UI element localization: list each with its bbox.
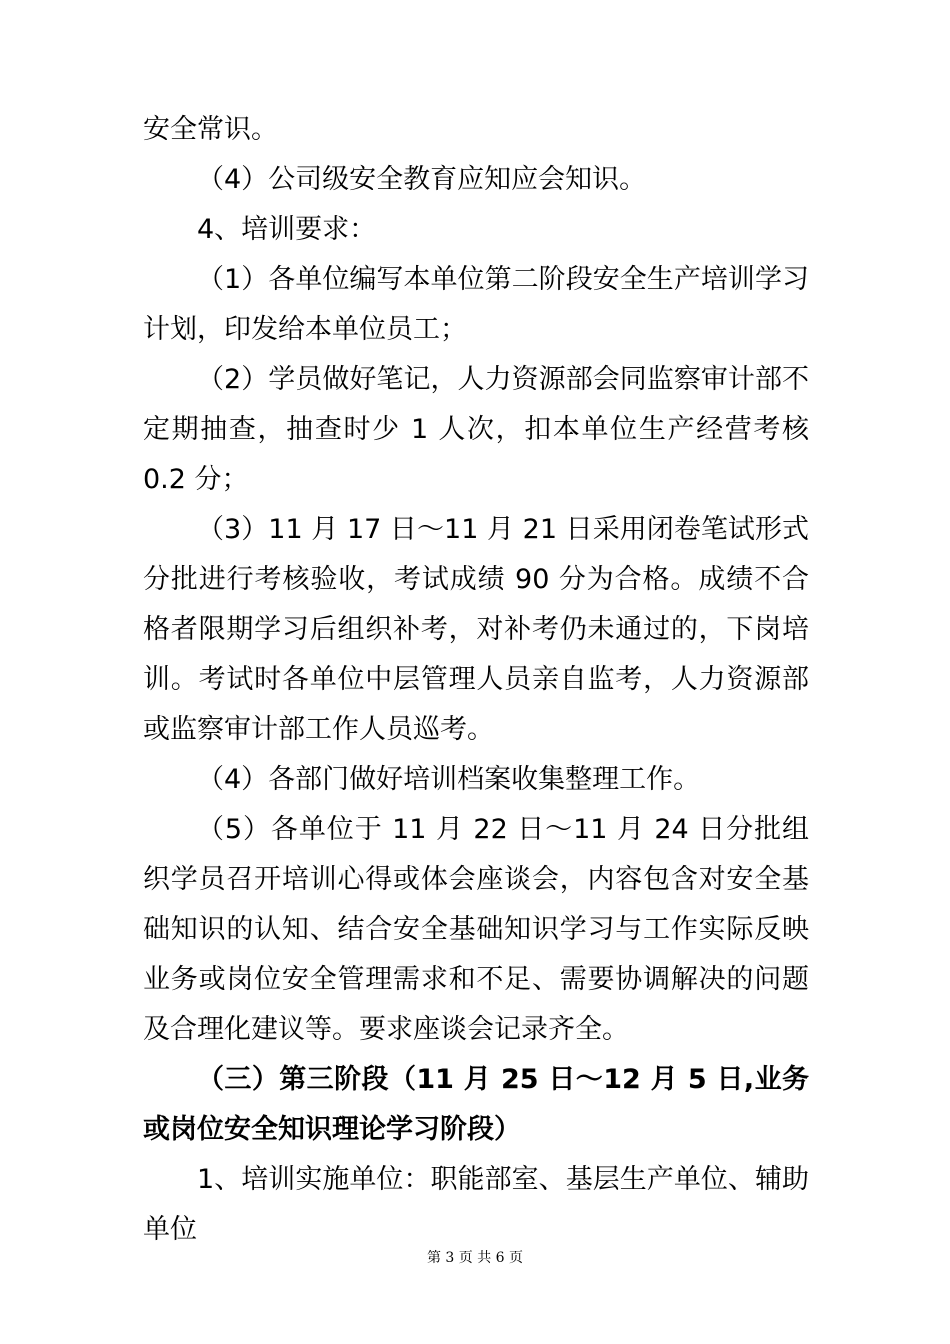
paragraph: 1、培训实施单位：职能部室、基层生产单位、辅助单位 (143, 1164, 809, 1245)
page-footer (0, 1248, 950, 1268)
stage-heading: （三）第三阶段（11 月 25 日～12 月 5 日,业务或岗位安全知识理论学习阶段） (143, 1064, 809, 1145)
paragraph: （3）11 月 17 日～11 月 21 日采用闭卷笔试形式分批进行考核验收，考试成绩 90 分为合格。成绩不合格者限期学习后组织补考，对补考仍未通过的，下岗培训。考试时各单位中层管理人员亲自监考，人力资源部或监察审计部工作人员巡考。 (143, 514, 809, 745)
paragraph: 安全常识。 (143, 114, 278, 145)
section-heading: 4、培训要求： (197, 214, 377, 245)
paragraph: （2）学员做好笔记，人力资源部会同监察审计部不定期抽查，抽查时少 1 人次，扣本单位生产经营考核 0.2 分； (143, 364, 809, 495)
document-body (143, 105, 809, 1255)
paragraph: （1）各单位编写本单位第二阶段安全生产培训学习计划，印发给本单位员工； (143, 264, 809, 345)
paragraph: （5）各单位于 11 月 22 日～11 月 24 日分批组织学员召开培训心得或体会座谈会，内容包含对安全基础知识的认知、结合安全基础知识学习与工作实际反映业务或岗位安全管理需求和不足、需要协调解决的问题及合理化建议等。要求座谈会记录齐全。 (143, 814, 809, 1045)
page-number-label: 第 3 页 共 6 页 (426, 1250, 524, 1266)
paragraph: （4）公司级安全教育应知应会知识。 (197, 164, 647, 195)
paragraph: （4）各部门做好培训档案收集整理工作。 (197, 764, 701, 795)
